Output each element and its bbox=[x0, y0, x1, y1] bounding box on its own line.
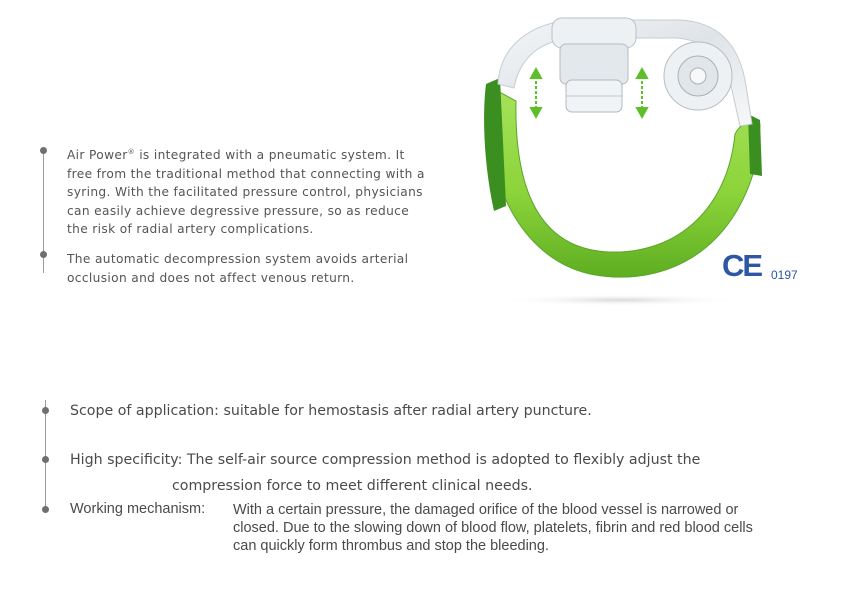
intro-paragraph-1-text: is integrated with a pneumatic system. It free from the traditional method that connecting with a syring. With the facilitated pressure control, physicians can easily achieve degressive pressure, so as reduce the risk of radial artery complications. bbox=[67, 148, 425, 236]
lower-bullet-dot-1 bbox=[42, 407, 49, 414]
intro-paragraph-2: The automatic decompression system avoids arterial occlusion and does not affect venous return. bbox=[67, 252, 409, 285]
lower-bullet-dot-2 bbox=[42, 456, 49, 463]
working-mechanism-label: Working mechanism: bbox=[70, 501, 206, 517]
upper-bullet-dot-2 bbox=[40, 251, 47, 258]
device-shadow bbox=[500, 294, 740, 306]
ce-mark: CE bbox=[722, 248, 762, 283]
working-mechanism-text: With a certain pressure, the damaged orifice of the blood vessel is narrowed or closed. Due to the slowing down of blood flow, platelets, fibrin and red blood cells can quickly form thrombus and stop the bleeding. bbox=[233, 502, 753, 554]
high-specificity-line-1: High specificity: The self-air source compression method is adopted to flexibly adjust the bbox=[70, 452, 701, 468]
intro-paragraph-1 bbox=[67, 143, 429, 239]
upper-bullet-dot-1 bbox=[40, 147, 47, 154]
scope-of-application: Scope of application: suitable for hemostasis after radial artery puncture. bbox=[70, 403, 592, 419]
registered-mark: ® bbox=[127, 148, 135, 156]
brand-name: Air Power bbox=[67, 148, 128, 162]
air-chamber-body bbox=[560, 44, 628, 84]
pressure-arrow-left bbox=[531, 69, 541, 117]
lower-bullet-dot-3 bbox=[42, 506, 49, 513]
ce-notified-body-number: 0197 bbox=[771, 268, 798, 282]
high-specificity-line-2: compression force to meet different clinical needs. bbox=[172, 478, 533, 494]
pressure-arrow-right bbox=[637, 69, 647, 117]
green-strap bbox=[489, 88, 760, 277]
